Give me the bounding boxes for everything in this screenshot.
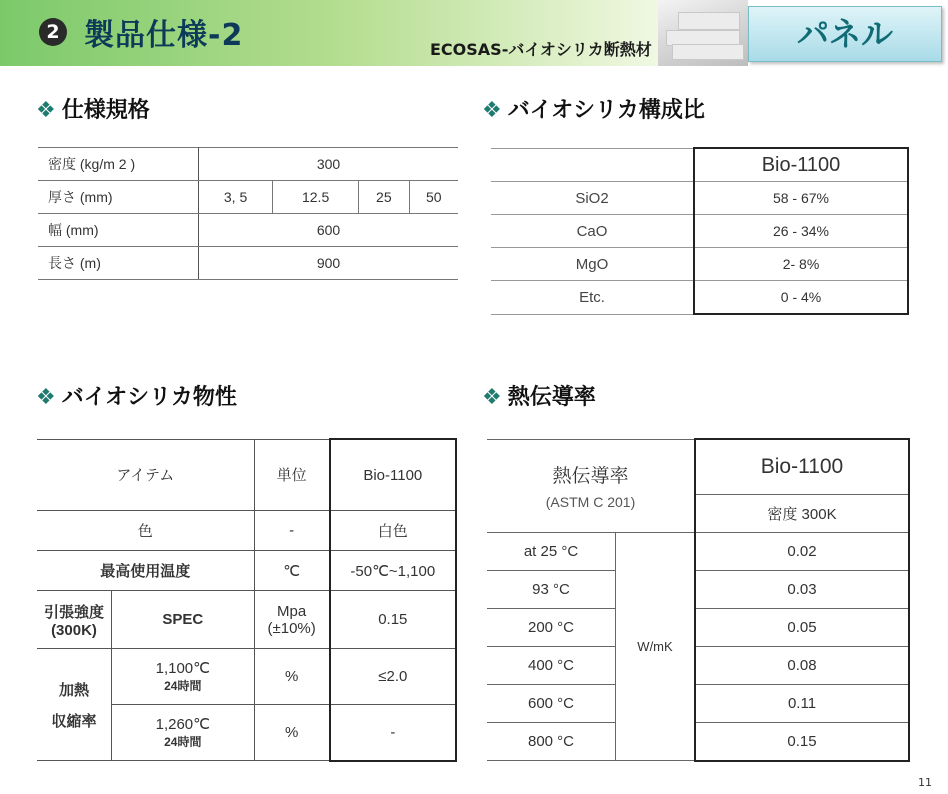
category-tab[interactable] bbox=[748, 6, 942, 62]
table-row bbox=[491, 182, 908, 215]
diamond-icon: ❖ bbox=[36, 385, 56, 410]
table-row bbox=[38, 214, 458, 247]
cell-value: -50℃~1,100 bbox=[330, 551, 456, 591]
cell-unit bbox=[254, 591, 330, 649]
cell-value: ≤2.0 bbox=[330, 649, 456, 705]
cell-value: 0.15 bbox=[330, 591, 456, 649]
cell-value: - bbox=[330, 705, 456, 761]
unit-cell: W/mK bbox=[616, 532, 696, 761]
unit-line: (±10%) bbox=[267, 619, 316, 637]
conductivity-table bbox=[487, 438, 910, 762]
table-row bbox=[487, 570, 909, 608]
row-label: 800 °C bbox=[487, 722, 616, 761]
cell-value: 58 - 67% bbox=[694, 182, 908, 215]
cell-value: 900 bbox=[199, 247, 459, 280]
product-photo bbox=[658, 0, 748, 66]
cell-value: 0 - 4% bbox=[694, 281, 908, 315]
table-row bbox=[38, 148, 458, 181]
table-row bbox=[37, 591, 456, 649]
diamond-icon: ❖ bbox=[482, 98, 502, 123]
cell-value: 2- 8% bbox=[694, 248, 908, 281]
diamond-icon: ❖ bbox=[482, 385, 502, 410]
cell-value: 0.02 bbox=[695, 532, 909, 570]
density-note: 密度 300K bbox=[695, 494, 909, 532]
empty-cell bbox=[491, 148, 694, 182]
page-subtitle: ECOSAS-バイオシリカ断熱材 bbox=[430, 40, 652, 59]
header-text: 熱伝導率 bbox=[552, 466, 629, 487]
row-label: 600 °C bbox=[487, 684, 616, 722]
table-row bbox=[487, 684, 909, 722]
table-row bbox=[487, 646, 909, 684]
cell-unit: ℃ bbox=[254, 551, 330, 591]
column-header-bio: Bio-1100 bbox=[330, 439, 456, 511]
page-title: 製品仕様-2 bbox=[84, 18, 244, 53]
row-label: 最高使用温度 bbox=[37, 551, 254, 591]
page-number: 11 bbox=[918, 776, 932, 789]
section-heading-text: バイオシリカ構成比 bbox=[507, 98, 705, 123]
section-heading-spec bbox=[36, 93, 150, 124]
table-row bbox=[38, 247, 458, 280]
duration-text: 24時間 bbox=[164, 735, 202, 749]
temp-text: 1,260℃ bbox=[155, 716, 210, 733]
row-label: CaO bbox=[491, 215, 694, 248]
column-header-label bbox=[487, 439, 695, 532]
row-label: 色 bbox=[37, 511, 254, 551]
table-row bbox=[491, 281, 908, 315]
row-sublabel bbox=[112, 705, 255, 761]
cell-value: 0.05 bbox=[695, 608, 909, 646]
cell-value: 0.15 bbox=[695, 722, 909, 761]
row-label-line: 引張強度 bbox=[43, 603, 104, 621]
cell-value: 0.08 bbox=[695, 646, 909, 684]
table-header-row bbox=[491, 148, 908, 182]
row-label: at 25 °C bbox=[487, 532, 616, 570]
panel-slab bbox=[672, 44, 744, 60]
section-heading-text: 仕様規格 bbox=[61, 98, 150, 123]
table-row bbox=[487, 722, 909, 761]
row-sublabel: SPEC bbox=[112, 591, 255, 649]
table-header-row bbox=[37, 439, 456, 511]
composition-table bbox=[491, 147, 909, 315]
row-label: SiO2 bbox=[491, 182, 694, 215]
spec-table bbox=[38, 147, 458, 280]
diamond-icon: ❖ bbox=[36, 98, 56, 123]
cell-value: 12.5 bbox=[273, 181, 359, 214]
row-sublabel bbox=[112, 649, 255, 705]
table-row bbox=[37, 649, 456, 705]
section-heading-properties bbox=[36, 380, 237, 411]
properties-table bbox=[37, 438, 457, 762]
section-number-badge: 2 bbox=[39, 18, 67, 46]
cell-value: 50 bbox=[409, 181, 458, 214]
row-label: 幅 (mm) bbox=[38, 214, 199, 247]
row-label-line: 加熱 bbox=[58, 681, 89, 699]
row-label: MgO bbox=[491, 248, 694, 281]
cell-value: 300 bbox=[199, 148, 459, 181]
category-tab-label: パネル bbox=[796, 15, 893, 53]
header-subtext: (ASTM C 201) bbox=[545, 494, 636, 510]
column-header-bio: Bio-1100 bbox=[695, 439, 909, 494]
section-heading-conductivity bbox=[482, 380, 596, 411]
column-header-unit: 単位 bbox=[254, 439, 330, 511]
table-header-row bbox=[487, 439, 909, 494]
cell-value: 0.11 bbox=[695, 684, 909, 722]
row-label-line: 収縮率 bbox=[51, 712, 97, 730]
row-label: 密度 (kg/m 2 ) bbox=[38, 148, 199, 181]
unit-line: Mpa bbox=[277, 602, 307, 620]
row-label: 長さ (m) bbox=[38, 247, 199, 280]
column-header-item: アイテム bbox=[37, 439, 254, 511]
section-heading-text: バイオシリカ物性 bbox=[61, 385, 237, 410]
cell-unit: - bbox=[254, 511, 330, 551]
row-label: 93 °C bbox=[487, 570, 616, 608]
table-row bbox=[487, 532, 909, 570]
row-label bbox=[37, 649, 112, 761]
cell-unit: % bbox=[254, 649, 330, 705]
section-heading-composition bbox=[482, 93, 705, 124]
section-heading-text: 熱伝導率 bbox=[507, 385, 596, 410]
cell-value: 白色 bbox=[330, 511, 456, 551]
table-row bbox=[37, 511, 456, 551]
column-header-bio: Bio-1100 bbox=[694, 148, 908, 182]
row-label bbox=[37, 591, 112, 649]
cell-unit: % bbox=[254, 705, 330, 761]
table-row bbox=[487, 608, 909, 646]
table-row bbox=[491, 215, 908, 248]
cell-value: 3, 5 bbox=[199, 181, 273, 214]
row-label: Etc. bbox=[491, 281, 694, 315]
row-label: 200 °C bbox=[487, 608, 616, 646]
row-label: 厚さ (mm) bbox=[38, 181, 199, 214]
cell-value: 0.03 bbox=[695, 570, 909, 608]
table-row bbox=[37, 551, 456, 591]
table-row bbox=[491, 248, 908, 281]
duration-text: 24時間 bbox=[164, 679, 202, 693]
cell-value: 26 - 34% bbox=[694, 215, 908, 248]
table-row bbox=[38, 181, 458, 214]
panel-slab bbox=[678, 12, 740, 30]
row-label-line: (300K) bbox=[51, 621, 97, 639]
cell-value: 600 bbox=[199, 214, 459, 247]
cell-value: 25 bbox=[359, 181, 409, 214]
row-label: 400 °C bbox=[487, 646, 616, 684]
temp-text: 1,100℃ bbox=[155, 660, 210, 677]
